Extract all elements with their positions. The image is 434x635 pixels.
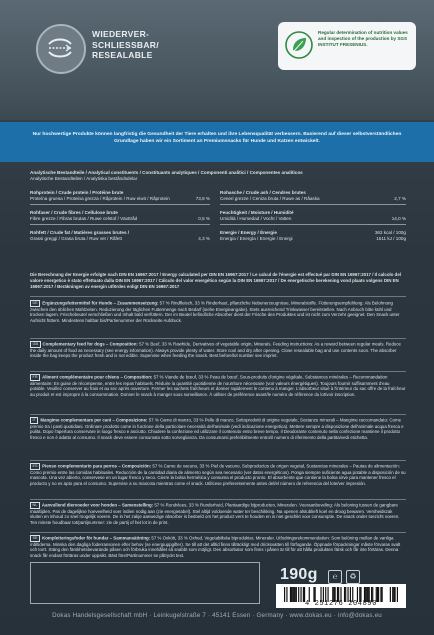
reseal-line-3: RESEALABLE — [92, 50, 153, 60]
lang-text: 57 % Rindfleisch, 33 % Rinderhaut, pflanzliche Nebenerzeugnisse, Mineralstoffe. Fütterungsempfehlung: Als Belohnung zwischen den üblichen Mahlzeiten. Reduzierung der täglichen Futtermenge nach Bedarf (siehe Energieangabe). Stets ausreichend Trinkwasser bereitstellen. Nach Anbruch bitte kühl und trocken lagern. Frischebeutel verschließen und Inhalt bald verfüttern. Der im Beutel befindliche Absorber dient der Frische des Produktes und ist nicht zum Verzehr geeignet. Den Snack unter Aufsicht füttern. Mindestens haltbar bis/Partienummer der Rückseite Aufdruck. — [30, 300, 400, 324]
section-divider — [30, 499, 406, 500]
analysis-right-value-1: 14,0 % — [391, 216, 406, 221]
lang-title: Pienso complementario para perros – Composición: — [42, 463, 152, 469]
reseal-label — [92, 29, 159, 61]
recycle-icon: ♻ — [346, 570, 360, 584]
analysis-left-value-0: 73,8 % — [195, 196, 210, 201]
lang-text: 57 % Carne de vacuno, 33 % Piel de vacuno, Subproductos de origen vegetal, Sustancias minerales – Pautas de alimentación: Como premio entre las comidas habituales. Reducción de la cantidad diaria de alimento según sea necesario (ver datos energéticos). Ponga siempre suficiente agua potable a disposición de su mascota. Una vez abierto, conservese en un lugar fresco y seco. Cierre la bolsa hermética y consuma el producto pronto. El absorbente que contiene la bolsa sirve para mantener fresco el producto y no es apto para el consumo. Supervise a su mascota mientras come el snack. Utilícese preferentemente antes del/el número de referencia del lote/ver impresión. — [30, 463, 406, 487]
analysis-separator — [220, 204, 406, 205]
analysis-left-label-2: Rohfett / Crude fat / Matières grasses brutes / — [30, 230, 130, 235]
analysis-left-value-1: 0,5 % — [198, 216, 210, 221]
analysis-left-label2-2: Grassi greggi / Grasa bruta / Ruw vet / Råfett — [30, 236, 122, 241]
barcode — [276, 584, 406, 608]
reseal-line-1: WIEDERVER- — [92, 29, 150, 39]
certification-box — [278, 22, 416, 70]
analysis-separator — [220, 224, 406, 225]
analysis-left-label-0: Rohprotein / Crude protein / Protéine brute — [30, 190, 124, 195]
lang-block-fr — [30, 374, 406, 398]
analysis-header-1: Analytische Bestandteile / Analytical constituents / Constituants analytiques / Componenti analitici / Componentes analíticos — [30, 170, 303, 175]
lang-text: 57 % Rundvlees, 33 % Runderhuid, Plantaardige bijproducten, Mineralen. Voeraanbeveling: Als beloning tussen de gangbare maaltijden. Pas de dagelijkse hoeveelheid voer indien nodig aan (zie energietabel). Stel altijd voldoende water ter beschikking. Na openen alstublieft koel en droog bewaren. Versheidszak sluiten en inhoud zo snel mogelijk voeren. De in het zakje aanwezige absorber is bedoeld om het product vers te houden en is niet geschikt voor consumptie. De snack onder toezicht voeren. Ten minste houdbaar tot/partijnummer: zie de partij of het lot in de print. — [30, 502, 400, 526]
intro-text: Nur hochwertige Produkte können langfristig die Gesundheit der Tiere erhalten und ihre Lebensqualität verbessern. Basierend auf dieser selbstverständlichen Grundlage haben wir ein Sortiment an Premiumsnacks für Hunde und Katzen entwickelt. — [32, 132, 402, 145]
analysis-right-value-0: 2,7 % — [394, 196, 406, 201]
analysis-right-label-0: Rohasche / Crude ash / Cendres brutes — [220, 190, 306, 195]
lang-code: NL — [30, 502, 40, 509]
analysis-header-2: Analytische Bestandteilen / Analytiska beståndsdelar — [30, 176, 138, 181]
lang-code: GB — [30, 341, 41, 348]
estimated-sign-icon: ℮ — [328, 570, 342, 584]
analysis-separator — [30, 224, 210, 225]
analysis-right-label-1: Feuchtigkeit / Moisture / Humidité — [220, 210, 294, 215]
section-divider — [30, 414, 406, 415]
analysis-left-label2-0: Proteína gruesa / Proteina grezza / Råprotein / Ruw eiwit / Råprotein — [30, 196, 170, 201]
analysis-left-label2-1: Fibre grezze / Fibras brutas / Ruwe celstof / Växttråd — [30, 216, 138, 221]
analysis-right-value-2: 362 kcal / 100g — [374, 230, 406, 235]
analysis-left-label-1: Rohfaser / Crude fibres / Cellulose brute — [30, 210, 118, 215]
section-divider — [30, 460, 406, 461]
analysis-right-value2-2: 1511 kJ / 100g — [376, 236, 406, 241]
analysis-left-value-2: 4,3 % — [198, 236, 210, 241]
manufacturer-address: Dokas Handelsgesellschaft mbH · Leinkugelstraße 7 · 45141 Essen · Germany · www.dokas.eu · info@dokas.eu — [52, 612, 382, 619]
lang-title: Mangime complementare per cani – Composizione: — [40, 417, 148, 423]
section-divider — [30, 338, 406, 339]
net-weight: 190g — [280, 566, 318, 583]
lang-text: 57 % Viande de bœuf, 33 % Peau de bœuf, Sous-produits d'origine végétale, Substances minérales – Recommandation alimentaire: En guise de récompense, entre les repas habituels. Réduire la quantité quotidienne de nourriture nécessaire (voir valeurs énergétiques). Toujours fournir suffisamment d'eau potable. Veuillez conserver au frais et au sec après ouverture. Fermer les sachets fraîcheurs et donner rapidement le contenu à manger. L'absorbeur situé à l'intérieur du sac offre de la fraîcheur au produit et est impropre à la consommation. Donner le snack à manger sous surveillance. À utiliser de préférence avant/le numéro de référence du lot/voir inscription. — [30, 374, 406, 398]
barcode-digits: 4 251276 204890 — [304, 600, 377, 608]
analysis-separator — [30, 204, 210, 205]
zipper-icon — [46, 34, 74, 62]
lang-text: 57 % Oxkött, 33 % Oxhud, Vegetabiliska biprodukter, Mineraler. Utfodringsrekommendation: Som belöning mellan de vanliga måltiderna. Minska den dagliga foderransonen efter behov (se energiuppgifter). Se till att det alltid finns tillräckligt med dricksvatten till förfogande. Öppnade förpackningar måste förvaras svalt och torrt. Stäng den färskhetsbevarande påsen och förbruka innehållet så snabbt som möjligt. Den absorbator som finns i påsen är till för att hålla produkten färsk och får inte förtäras. Denna snack får endast förtäras under uppsikt. Bäst före/Partinummer se påtryckt text. — [30, 535, 401, 559]
section-divider — [30, 532, 406, 533]
certification-text: Regular determination of nutrition values and inspection of the production by SGS INSTITUT FRESENIUS. — [318, 30, 408, 47]
lang-block-nl — [30, 502, 406, 526]
energy-note — [30, 272, 406, 290]
top-band — [0, 0, 434, 120]
lang-title: Aanvullend diervoeder voor honden – Samenstelling: — [41, 502, 154, 508]
section-divider — [30, 371, 406, 372]
lang-text: 57 % Carne di manzo, 33 % Pelle di manzo, Sottoprodotti di origine vegetale, Sostanze minerali – Mangime raccomandato: Come premio tra i pasti quotidiani. Ordinare prodotto come in funzione della particolare necessità dell'animale (vedi indicazione energetica). Mettere sempre a disposizione dell'animale acqua fresca e pulita. Dopo l'apertura conservare in luogo fresco e asciutto. Chiudere la confezione ed utilizzare il contenuto entro breve tempo. Il Deodorante contenuto nella confezione mantiene il prodotto fresco e non è adatto al consumo. Il snack deve essere consumato sotto sorveglianza. Da consumarsi preferibilmente entro/il numero di riferimento della partita/vedi etichetta. — [30, 417, 404, 441]
lang-code: FR — [30, 374, 40, 381]
lang-code: ES — [30, 463, 40, 470]
lang-title: Ergänzungsfuttermittel für Hunde – Zusammensetzung: — [42, 300, 159, 306]
lang-block-es — [30, 463, 406, 487]
section-divider — [30, 296, 406, 297]
lang-block-se — [30, 535, 406, 559]
analysis-right-label2-0: Ceneri grezze / Ceniza bruta / Ruwe as / Råaska — [220, 196, 320, 201]
lang-text: 57 % Beef, 33 % Rawhide, Derivatives of vegetable origin, Minerals. Feeding instructions: As a reward between regular meals. Reduce the daily amount of food as necessary (see energy information). Always provide plenty of water. Store cool and dry after opening. Close resealable bag and use contents soon. The absorber inside the bag keeps the product fresh and is not edible. Supervise when feeding the snack. Best before/lot number see imprint. — [30, 341, 401, 359]
lang-block-de — [30, 300, 406, 324]
intro-banner — [0, 122, 434, 162]
lang-title: Aliment complémentaire pour chiens – Composition: — [42, 374, 153, 380]
reseal-line-2: SCHLIESSBAR/ — [92, 39, 159, 50]
lang-code: SE — [30, 535, 40, 542]
leaf-shield-icon — [284, 30, 314, 60]
reseal-badge — [36, 24, 86, 74]
analysis-right-label-2: Energie / Energy / Énergie — [220, 230, 277, 235]
analysis-right-label2-1: Umidità / Humedad / Vocht / Vatten — [220, 216, 292, 221]
batch-imprint-box — [30, 562, 260, 604]
analysis-right-label2-2: Energia / Energía / Energie / Energi — [220, 236, 293, 241]
lang-code: DE — [30, 300, 40, 307]
lang-block-gb — [30, 341, 406, 359]
energy-note-text: Die Berechnung der Energie erfolgte nach DIN EN 16967:2017 / Energy calculated per DIN EN 16967:2017 / Le calcul de l'énergie est effectué par DIN EN 16967:2017 / Il calcolo del valore energetico è stato effettuato dalla DIN EN 16967:2017 / Cálculo del valor energético según la DIN EN 16967:2017 / De energetische berekening vond plaats volgens DIN EN 16967:2017 / Beräkningen av energin utfördes enligt DIN EN 16967:2017 — [30, 272, 401, 289]
lang-title: Complementary feed for dogs – Composition: — [42, 341, 138, 347]
lang-code: IT — [30, 417, 38, 424]
lang-title: Kompletteringsfoder för hundar – Sammansättning: — [42, 535, 151, 541]
lang-block-it — [30, 417, 406, 441]
